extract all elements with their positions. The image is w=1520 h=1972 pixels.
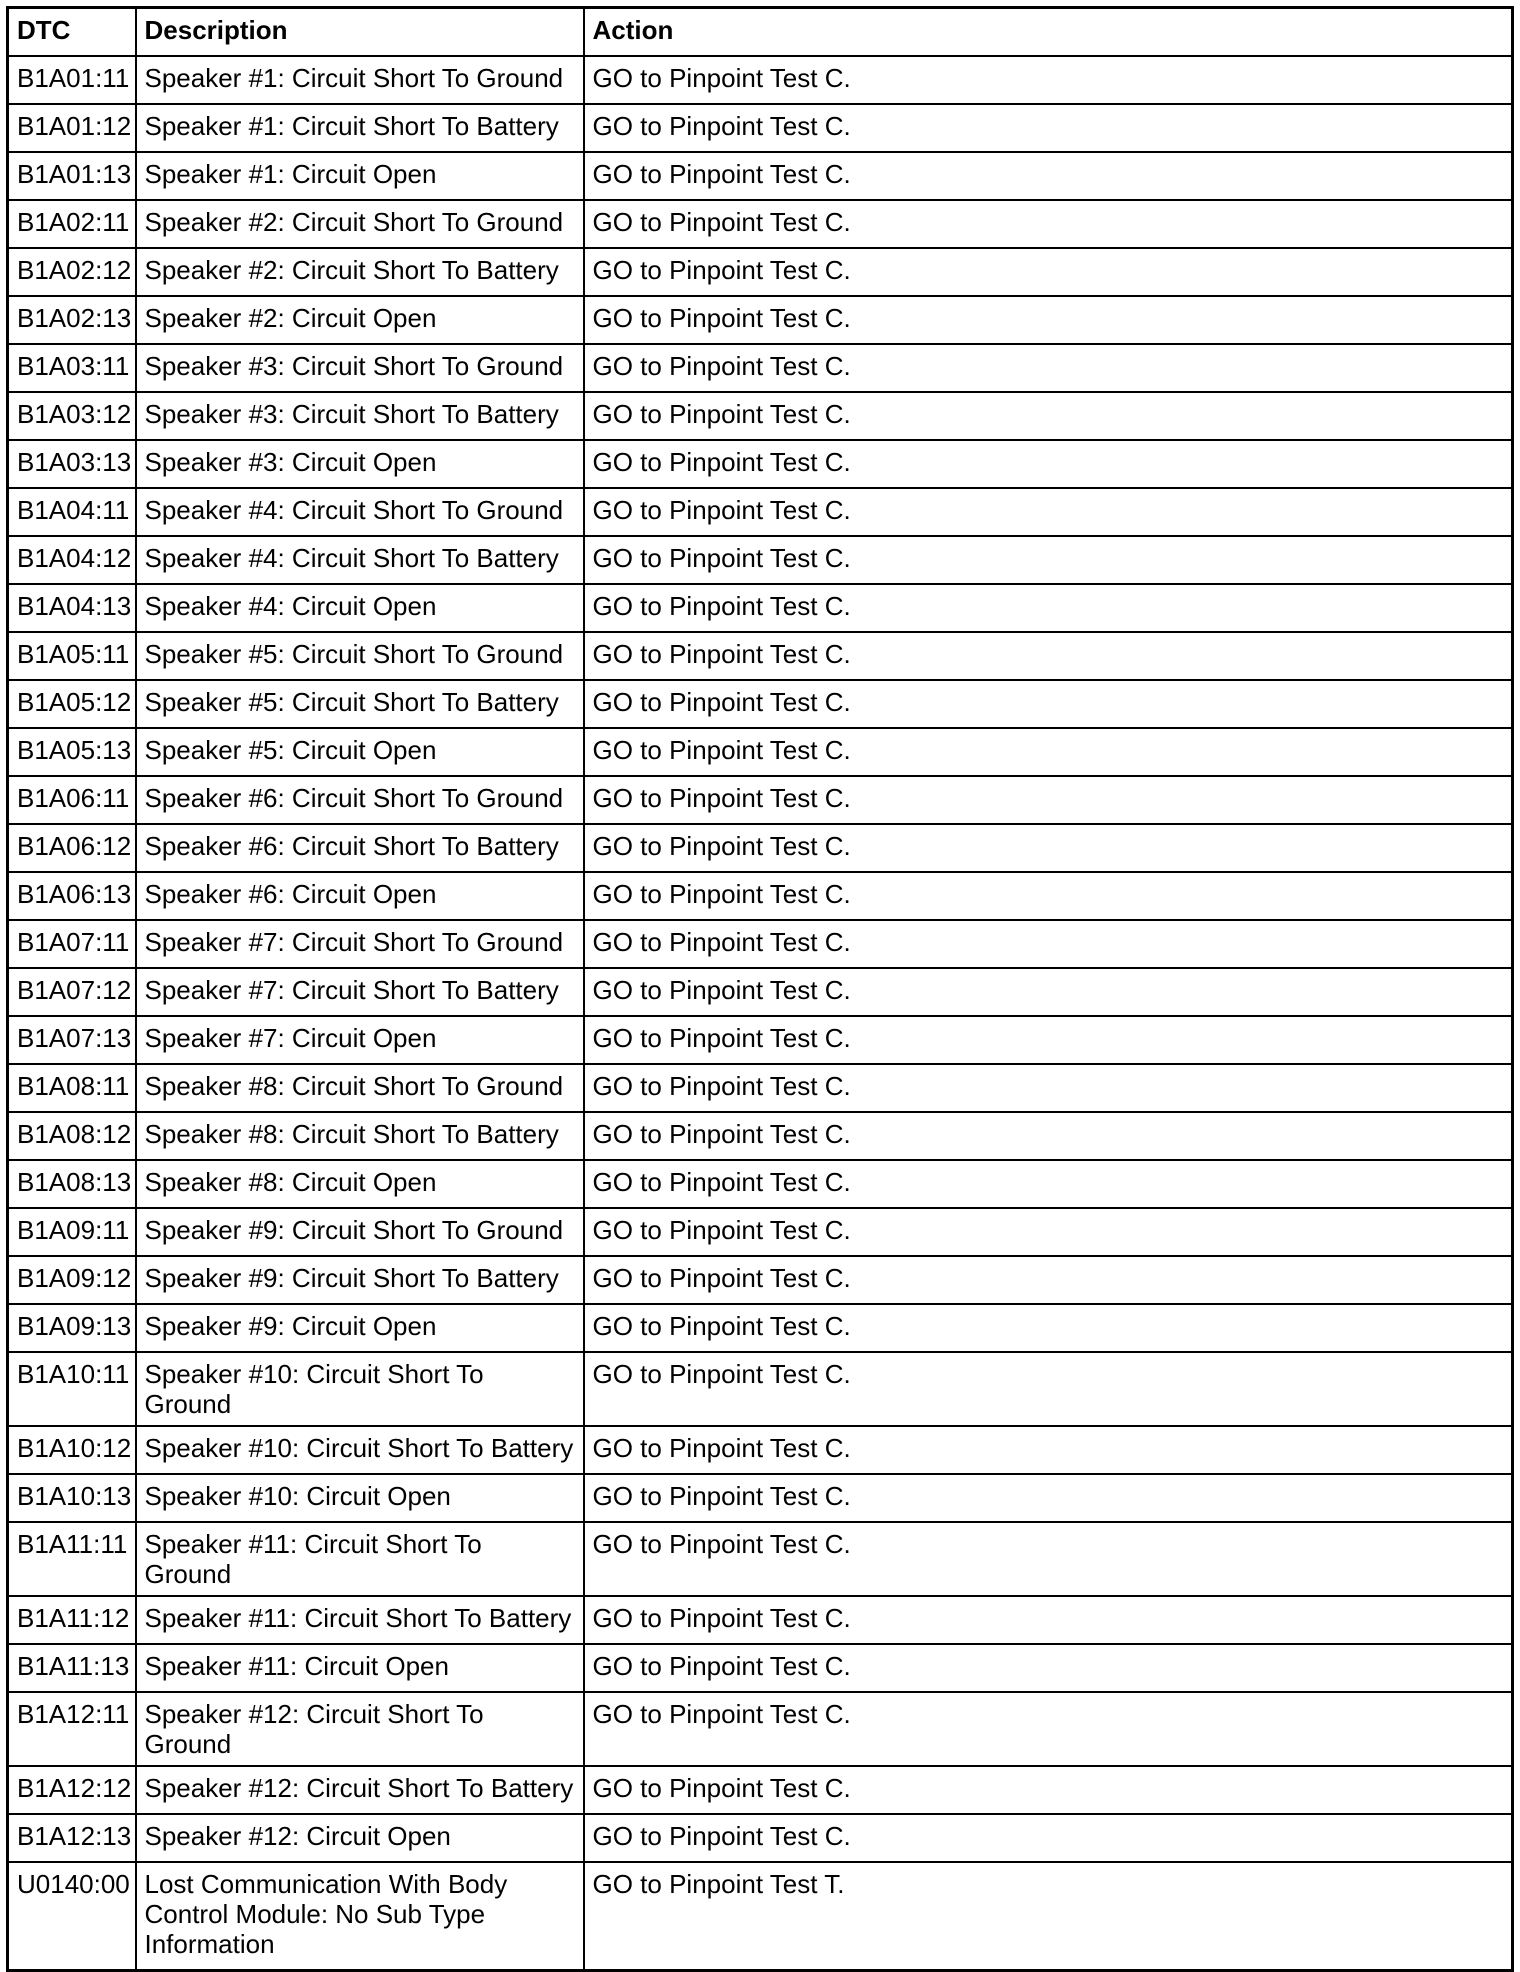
table-row [8, 1304, 1513, 1352]
cell-description: Speaker #6: Circuit Open [136, 872, 584, 920]
cell-dtc: B1A08:11 [8, 1064, 136, 1112]
cell-dtc: B1A07:12 [8, 968, 136, 1016]
cell-action: GO to Pinpoint Test C. [584, 296, 1513, 344]
cell-description: Speaker #2: Circuit Short To Battery [136, 248, 584, 296]
table-row [8, 200, 1513, 248]
cell-description: Speaker #4: Circuit Short To Battery [136, 536, 584, 584]
cell-dtc: B1A06:13 [8, 872, 136, 920]
table-row [8, 872, 1513, 920]
cell-action: GO to Pinpoint Test C. [584, 584, 1513, 632]
cell-action: GO to Pinpoint Test C. [584, 1522, 1513, 1596]
table-row [8, 56, 1513, 104]
cell-description: Speaker #7: Circuit Short To Ground [136, 920, 584, 968]
cell-description: Lost Communication With Body Control Module: No Sub Type Information [136, 1862, 584, 1971]
dtc-table [6, 6, 1514, 1972]
cell-description: Speaker #9: Circuit Short To Battery [136, 1256, 584, 1304]
cell-description: Speaker #10: Circuit Short To Battery [136, 1426, 584, 1474]
table-row [8, 104, 1513, 152]
table-body [8, 56, 1513, 1971]
cell-description: Speaker #10: Circuit Short To Ground [136, 1352, 584, 1426]
cell-dtc: B1A11:13 [8, 1644, 136, 1692]
cell-action: GO to Pinpoint Test C. [584, 1304, 1513, 1352]
cell-action: GO to Pinpoint Test C. [584, 1644, 1513, 1692]
cell-dtc: B1A12:12 [8, 1766, 136, 1814]
table-row [8, 152, 1513, 200]
cell-description: Speaker #11: Circuit Short To Ground [136, 1522, 584, 1596]
cell-dtc: B1A09:11 [8, 1208, 136, 1256]
cell-dtc: U0140:00 [8, 1862, 136, 1971]
table-row [8, 536, 1513, 584]
cell-action: GO to Pinpoint Test C. [584, 1016, 1513, 1064]
cell-action: GO to Pinpoint Test C. [584, 1474, 1513, 1522]
header-dtc: DTC [8, 8, 136, 57]
cell-dtc: B1A10:11 [8, 1352, 136, 1426]
table-row [8, 632, 1513, 680]
cell-action: GO to Pinpoint Test C. [584, 488, 1513, 536]
table-row [8, 1474, 1513, 1522]
cell-action: GO to Pinpoint Test C. [584, 1692, 1513, 1766]
cell-dtc: B1A03:11 [8, 344, 136, 392]
table-row [8, 680, 1513, 728]
cell-action: GO to Pinpoint Test C. [584, 56, 1513, 104]
cell-description: Speaker #9: Circuit Open [136, 1304, 584, 1352]
cell-dtc: B1A09:13 [8, 1304, 136, 1352]
cell-action: GO to Pinpoint Test C. [584, 248, 1513, 296]
cell-action: GO to Pinpoint Test C. [584, 968, 1513, 1016]
cell-dtc: B1A06:11 [8, 776, 136, 824]
cell-action: GO to Pinpoint Test C. [584, 392, 1513, 440]
table-row [8, 248, 1513, 296]
cell-dtc: B1A04:11 [8, 488, 136, 536]
cell-dtc: B1A02:13 [8, 296, 136, 344]
cell-dtc: B1A05:13 [8, 728, 136, 776]
table-row [8, 968, 1513, 1016]
cell-description: Speaker #1: Circuit Open [136, 152, 584, 200]
table-row [8, 1112, 1513, 1160]
cell-description: Speaker #11: Circuit Open [136, 1644, 584, 1692]
cell-dtc: B1A05:11 [8, 632, 136, 680]
cell-description: Speaker #7: Circuit Open [136, 1016, 584, 1064]
cell-description: Speaker #12: Circuit Short To Ground [136, 1692, 584, 1766]
cell-dtc: B1A09:12 [8, 1256, 136, 1304]
table-row [8, 728, 1513, 776]
cell-dtc: B1A04:13 [8, 584, 136, 632]
cell-description: Speaker #11: Circuit Short To Battery [136, 1596, 584, 1644]
cell-dtc: B1A04:12 [8, 536, 136, 584]
table-row [8, 1522, 1513, 1596]
cell-dtc: B1A01:12 [8, 104, 136, 152]
cell-description: Speaker #1: Circuit Short To Battery [136, 104, 584, 152]
table-row [8, 440, 1513, 488]
cell-action: GO to Pinpoint Test C. [584, 1256, 1513, 1304]
cell-description: Speaker #9: Circuit Short To Ground [136, 1208, 584, 1256]
cell-dtc: B1A12:13 [8, 1814, 136, 1862]
cell-description: Speaker #3: Circuit Short To Ground [136, 344, 584, 392]
cell-description: Speaker #5: Circuit Open [136, 728, 584, 776]
table-row [8, 824, 1513, 872]
cell-action: GO to Pinpoint Test C. [584, 1208, 1513, 1256]
table-row [8, 1766, 1513, 1814]
table-row [8, 1426, 1513, 1474]
cell-description: Speaker #1: Circuit Short To Ground [136, 56, 584, 104]
table-row [8, 296, 1513, 344]
cell-dtc: B1A12:11 [8, 1692, 136, 1766]
cell-action: GO to Pinpoint Test T. [584, 1862, 1513, 1971]
table-row [8, 392, 1513, 440]
cell-description: Speaker #8: Circuit Short To Battery [136, 1112, 584, 1160]
cell-description: Speaker #6: Circuit Short To Ground [136, 776, 584, 824]
cell-dtc: B1A11:12 [8, 1596, 136, 1644]
cell-action: GO to Pinpoint Test C. [584, 200, 1513, 248]
cell-dtc: B1A08:12 [8, 1112, 136, 1160]
cell-dtc: B1A10:13 [8, 1474, 136, 1522]
cell-description: Speaker #8: Circuit Short To Ground [136, 1064, 584, 1112]
cell-description: Speaker #2: Circuit Open [136, 296, 584, 344]
header-description: Description [136, 8, 584, 57]
cell-dtc: B1A01:11 [8, 56, 136, 104]
cell-action: GO to Pinpoint Test C. [584, 728, 1513, 776]
table-row [8, 1692, 1513, 1766]
cell-description: Speaker #7: Circuit Short To Battery [136, 968, 584, 1016]
cell-action: GO to Pinpoint Test C. [584, 680, 1513, 728]
cell-description: Speaker #5: Circuit Short To Ground [136, 632, 584, 680]
table-row [8, 1644, 1513, 1692]
cell-description: Speaker #6: Circuit Short To Battery [136, 824, 584, 872]
cell-description: Speaker #12: Circuit Open [136, 1814, 584, 1862]
table-row [8, 1160, 1513, 1208]
cell-dtc: B1A01:13 [8, 152, 136, 200]
cell-action: GO to Pinpoint Test C. [584, 1064, 1513, 1112]
cell-action: GO to Pinpoint Test C. [584, 152, 1513, 200]
table-row [8, 776, 1513, 824]
table-row [8, 344, 1513, 392]
cell-action: GO to Pinpoint Test C. [584, 632, 1513, 680]
cell-dtc: B1A07:13 [8, 1016, 136, 1064]
table-row [8, 488, 1513, 536]
cell-dtc: B1A03:13 [8, 440, 136, 488]
cell-dtc: B1A06:12 [8, 824, 136, 872]
cell-action: GO to Pinpoint Test C. [584, 1112, 1513, 1160]
table-row [8, 1814, 1513, 1862]
cell-action: GO to Pinpoint Test C. [584, 1596, 1513, 1644]
table-row [8, 1016, 1513, 1064]
cell-action: GO to Pinpoint Test C. [584, 1160, 1513, 1208]
cell-action: GO to Pinpoint Test C. [584, 1814, 1513, 1862]
cell-description: Speaker #12: Circuit Short To Battery [136, 1766, 584, 1814]
cell-description: Speaker #2: Circuit Short To Ground [136, 200, 584, 248]
cell-action: GO to Pinpoint Test C. [584, 872, 1513, 920]
cell-dtc: B1A02:11 [8, 200, 136, 248]
table-row [8, 1208, 1513, 1256]
cell-dtc: B1A10:12 [8, 1426, 136, 1474]
header-action: Action [584, 8, 1513, 57]
cell-description: Speaker #3: Circuit Open [136, 440, 584, 488]
cell-action: GO to Pinpoint Test C. [584, 824, 1513, 872]
cell-description: Speaker #5: Circuit Short To Battery [136, 680, 584, 728]
cell-description: Speaker #4: Circuit Short To Ground [136, 488, 584, 536]
table-row [8, 1352, 1513, 1426]
cell-dtc: B1A07:11 [8, 920, 136, 968]
cell-dtc: B1A05:12 [8, 680, 136, 728]
header-row [8, 8, 1513, 57]
cell-description: Speaker #10: Circuit Open [136, 1474, 584, 1522]
cell-action: GO to Pinpoint Test C. [584, 536, 1513, 584]
table-row [8, 584, 1513, 632]
cell-dtc: B1A08:13 [8, 1160, 136, 1208]
cell-dtc: B1A02:12 [8, 248, 136, 296]
table-row [8, 1862, 1513, 1971]
cell-action: GO to Pinpoint Test C. [584, 104, 1513, 152]
cell-action: GO to Pinpoint Test C. [584, 920, 1513, 968]
cell-description: Speaker #4: Circuit Open [136, 584, 584, 632]
cell-action: GO to Pinpoint Test C. [584, 1352, 1513, 1426]
cell-dtc: B1A11:11 [8, 1522, 136, 1596]
cell-description: Speaker #8: Circuit Open [136, 1160, 584, 1208]
table-row [8, 1256, 1513, 1304]
cell-dtc: B1A03:12 [8, 392, 136, 440]
cell-action: GO to Pinpoint Test C. [584, 344, 1513, 392]
cell-action: GO to Pinpoint Test C. [584, 1426, 1513, 1474]
table-row [8, 920, 1513, 968]
cell-description: Speaker #3: Circuit Short To Battery [136, 392, 584, 440]
cell-action: GO to Pinpoint Test C. [584, 440, 1513, 488]
cell-action: GO to Pinpoint Test C. [584, 1766, 1513, 1814]
table-row [8, 1596, 1513, 1644]
cell-action: GO to Pinpoint Test C. [584, 776, 1513, 824]
table-row [8, 1064, 1513, 1112]
